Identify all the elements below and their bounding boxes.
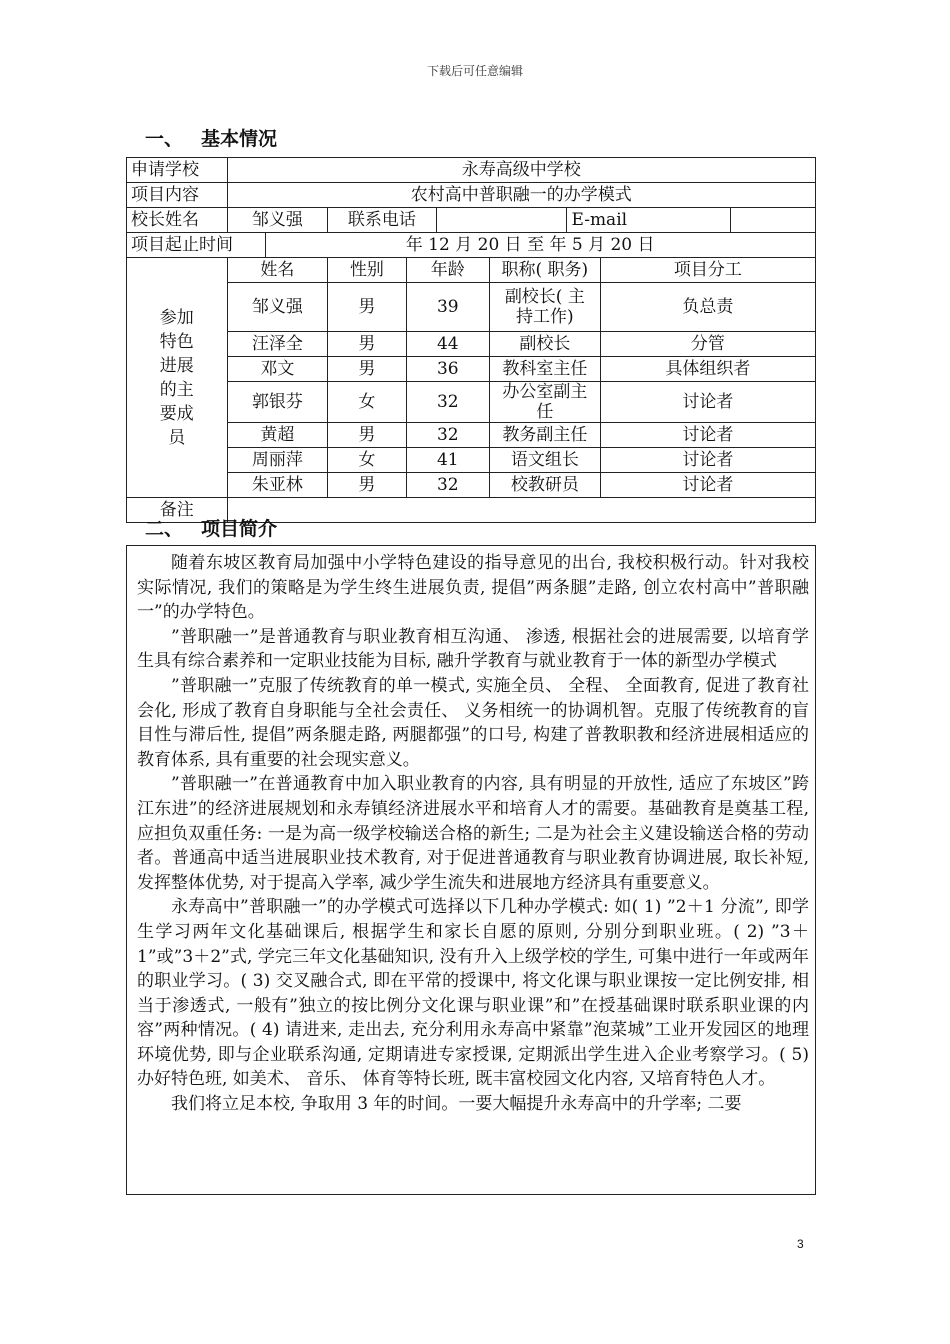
- email-value: [731, 208, 816, 233]
- member-row: [127, 283, 816, 332]
- member-role: 讨论者: [600, 448, 815, 473]
- member-gender: 男: [328, 283, 406, 332]
- period-label: 项目起止时间: [127, 233, 266, 258]
- period-value: 年 12 月 20 日 至 年 5 月 20 日: [265, 233, 815, 258]
- member-name: 郭银芬: [227, 382, 328, 423]
- section-title-text: 项目简介: [201, 518, 278, 540]
- member-gender: 女: [328, 448, 406, 473]
- principal-value: 邹义强: [227, 208, 328, 233]
- project-intro-box: [126, 545, 816, 1195]
- member-name: 汪泽全: [227, 332, 328, 357]
- member-title: 教科室主任: [490, 357, 601, 382]
- intro-paragraph: ”普职融一”是普通教育与职业教育相互沟通、 渗透, 根据社会的进展需要, 以培育学生具有综合素养和一定职业技能为目标, 融升学教育与就业教育于一体的新型办学模式: [137, 626, 809, 672]
- member-age: 32: [406, 473, 489, 498]
- member-title: 副校长: [490, 332, 601, 357]
- header-age: 年龄: [406, 258, 489, 283]
- intro-paragraph: 永寿高中”普职融一”的办学模式可选择以下几种办学模式: 如( 1) ”2＋1 分流”, 即学生学习两年文化基础课后, 根据学生和家长自愿的原则, 分别分到职业班。( 2) ”3＋1”或”3＋2”式, 学完三年文化基础知识, 没有升入上级学校的学生, 可集中进行一年或两年的职业学习。( 3) 交叉融合式, 即在平常的授课中, 将文化课与职业课按一定比例安排, 相当于渗透式, 一般有”独立的按比例分文化课与职业课”和”在授基础课时联系职业课的内容”两种情况。( 4) 请进来, 走出去, 充分利用永寿高中紧靠”泡菜城”工业开发园区的地理环境优势, 即与企业联系沟通, 定期请进专家授课, 定期派出学生进入企业考察学习。( 5) 办好特色班, 如美术、 音乐、 体育等特长班, 既丰富校园文化内容, 又培育特色人才。: [137, 897, 809, 1090]
- member-title: 办公室副主任: [490, 382, 601, 423]
- member-row: [127, 357, 816, 382]
- intro-paragraph: 随着东坡区教育局加强中小学特色建设的指导意见的出台, 我校积极行动。针对我校实际情况, 我们的策略是为学生终生进展负责, 提倡”两条腿”走路, 创立农村高中”普职融一”的办学特色。: [137, 553, 809, 623]
- section-title-project-intro: [145, 514, 277, 541]
- members-label-line: 员: [168, 427, 186, 448]
- members-label-line: 要成: [159, 403, 194, 424]
- members-label-line: 进展: [159, 355, 194, 376]
- section-title-text: 基本情况: [201, 128, 278, 150]
- header-role: 项目分工: [600, 258, 815, 283]
- project-row: [127, 183, 816, 208]
- member-row: [127, 332, 816, 357]
- member-age: 32: [406, 382, 489, 423]
- member-role: 讨论者: [600, 423, 815, 448]
- header-note: 下载后可任意编辑: [426, 64, 523, 78]
- email-label: E-mail: [567, 208, 731, 233]
- members-label-line: 参加: [159, 307, 194, 328]
- member-gender: 女: [328, 382, 406, 423]
- header-gender: 性别: [328, 258, 406, 283]
- member-row: [127, 423, 816, 448]
- member-role: 具体组织者: [600, 357, 815, 382]
- member-gender: 男: [328, 423, 406, 448]
- member-name: 邓文: [227, 357, 328, 382]
- member-title: 校教研员: [490, 473, 601, 498]
- principal-label: 校长姓名: [127, 208, 228, 233]
- school-label: 申请学校: [127, 158, 228, 183]
- member-gender: 男: [328, 473, 406, 498]
- period-row: [127, 233, 816, 258]
- page-number: 3: [797, 1237, 804, 1251]
- header-name: 姓名: [227, 258, 328, 283]
- member-age: 36: [406, 357, 489, 382]
- member-name: 周丽萍: [227, 448, 328, 473]
- intro-paragraph: ”普职融一”在普通教育中加入职业教育的内容, 具有明显的开放性, 适应了东坡区”跨江东进”的经济进展规划和永寿镇经济进展水平和培育人才的需要。基础教育是奠基工程, 应担负双重任务: 一是为高一级学校输送合格的新生; 二是为社会主义建设输送合格的劳动者。普通高中适当进展职业技术教育, 对于促进普通教育与职业教育协调进展, 取长补短, 发挥整体优势, 对于提高入学率, 减少学生流失和进展地方经济具有重要意义。: [137, 774, 809, 893]
- member-age: 41: [406, 448, 489, 473]
- member-row: [127, 382, 816, 423]
- phone-label: 联系电话: [328, 208, 437, 233]
- member-role: 讨论者: [600, 473, 815, 498]
- member-row: [127, 473, 816, 498]
- member-name: 朱亚林: [227, 473, 328, 498]
- section-title-basic-info: [145, 124, 277, 151]
- members-label: [127, 258, 228, 498]
- member-age: 32: [406, 423, 489, 448]
- member-role: 负总责: [600, 283, 815, 332]
- member-name: 黄超: [227, 423, 328, 448]
- school-value: 永寿高级中学校: [227, 158, 815, 183]
- basic-info-table: [126, 157, 816, 523]
- member-role: 分管: [600, 332, 815, 357]
- remarks-label: 备注: [127, 498, 228, 523]
- members-header-row: [127, 258, 816, 283]
- school-row: [127, 158, 816, 183]
- member-row: [127, 448, 816, 473]
- section-number: 一、: [145, 128, 184, 150]
- member-title: 副校长( 主持工作): [490, 283, 601, 332]
- member-title: 语文组长: [490, 448, 601, 473]
- member-name: 邹义强: [227, 283, 328, 332]
- member-gender: 男: [328, 332, 406, 357]
- member-gender: 男: [328, 357, 406, 382]
- member-role: 讨论者: [600, 382, 815, 423]
- remarks-value: [227, 498, 815, 523]
- intro-paragraph: ”普职融一”克服了传统教育的单一模式, 实施全员、 全程、 全面教育, 促进了教育社会化, 形成了教育自身职能与全社会责任、 义务相统一的协调机智。克服了传统教育的盲目性与滞后性, 提倡”两条腿走路, 两腿都强”的口号, 构建了普教职教和经济进展相适应的教育体系, 具有重要的社会现实意义。: [137, 675, 809, 770]
- members-label-line: 的主: [159, 379, 194, 400]
- member-age: 39: [406, 283, 489, 332]
- members-label-line: 特色: [159, 331, 194, 352]
- intro-paragraph: 我们将立足本校, 争取用 3 年的时间。一要大幅提升永寿高中的升学率; 二要: [171, 1094, 742, 1115]
- project-value: 农村高中普职融一的办学模式: [227, 183, 815, 208]
- member-age: 44: [406, 332, 489, 357]
- section-number: 二、: [145, 518, 184, 540]
- member-title: 教务副主任: [490, 423, 601, 448]
- phone-value: [436, 208, 567, 233]
- header-title: 职称( 职务): [490, 258, 601, 283]
- principal-row: [127, 208, 816, 233]
- project-label: 项目内容: [127, 183, 228, 208]
